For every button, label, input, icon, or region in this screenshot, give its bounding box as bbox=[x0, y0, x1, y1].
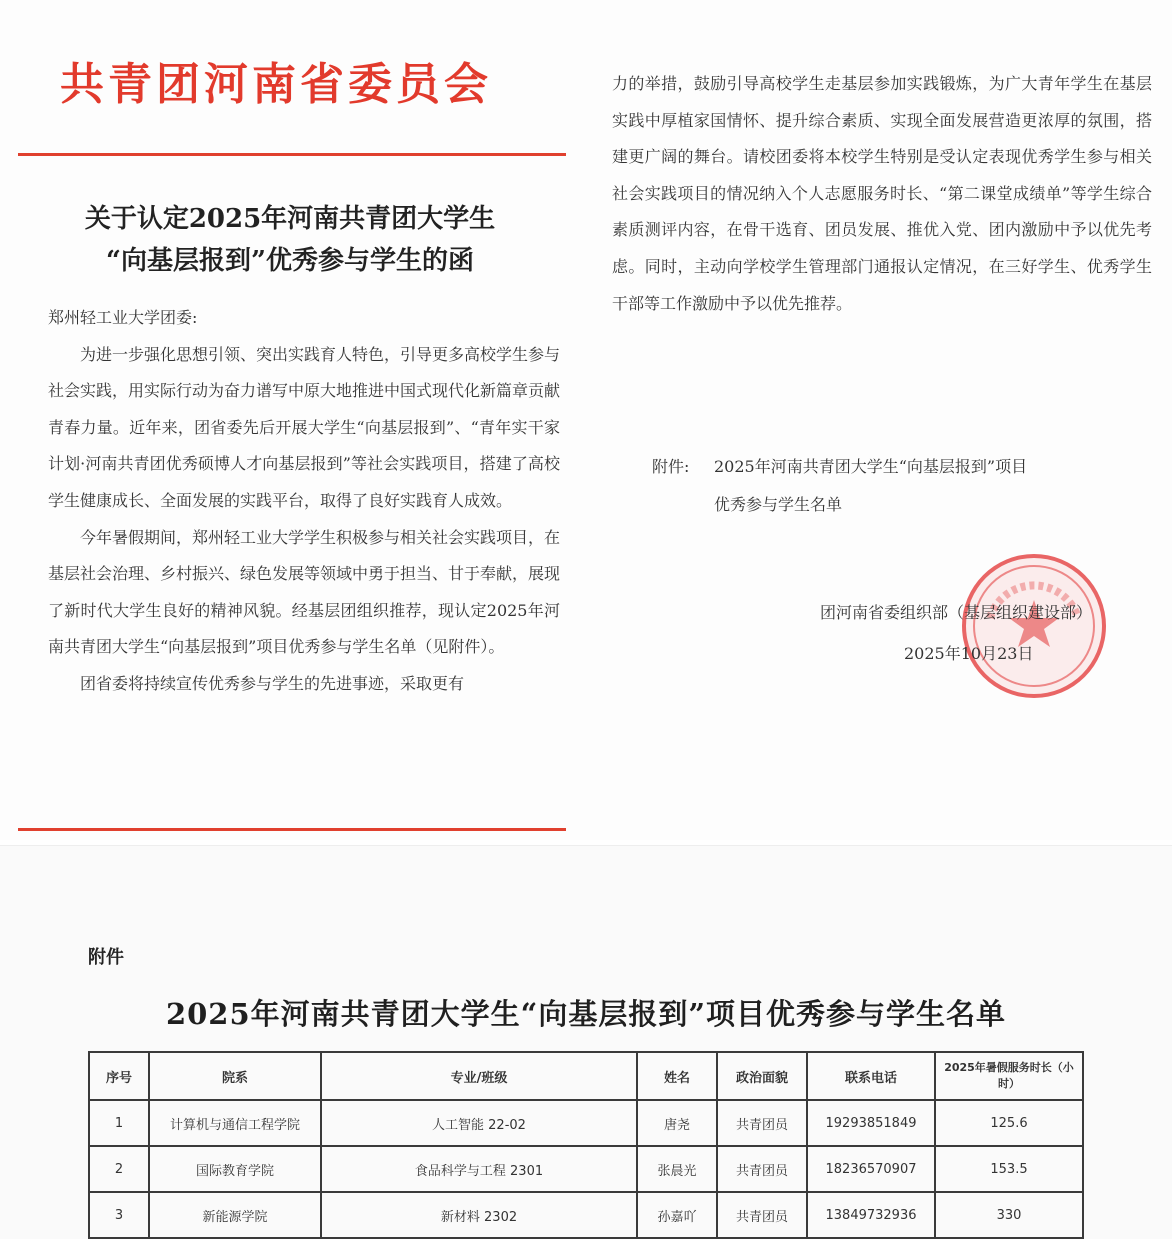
col-college: 院系 bbox=[149, 1052, 321, 1100]
letter-body-right bbox=[612, 66, 1152, 322]
seal-graphic bbox=[966, 558, 1102, 694]
cell-index: 3 bbox=[89, 1192, 149, 1238]
cell-college: 计算机与通信工程学院 bbox=[149, 1100, 321, 1146]
letterhead-divider bbox=[18, 153, 566, 156]
cell-phone: 13849732936 bbox=[807, 1192, 935, 1238]
cell-college: 新能源学院 bbox=[149, 1192, 321, 1238]
document-title bbox=[40, 198, 540, 282]
cell-service-hours: 330 bbox=[935, 1192, 1083, 1238]
cell-major-class: 食品科学与工程 2301 bbox=[321, 1146, 637, 1192]
letterhead: 共青团河南省委员会 bbox=[60, 59, 492, 110]
cell-major-class: 人工智能 22-02 bbox=[321, 1100, 637, 1146]
col-major-class: 专业/班级 bbox=[321, 1052, 637, 1100]
cell-index: 1 bbox=[89, 1100, 149, 1146]
attachment-page bbox=[0, 845, 1172, 1239]
cell-phone: 19293851849 bbox=[807, 1100, 935, 1146]
official-seal bbox=[962, 554, 1106, 698]
footer-divider bbox=[18, 828, 566, 831]
salutation: 郑州轻工业大学团委: bbox=[48, 308, 198, 327]
cell-name: 张晨光 bbox=[637, 1146, 717, 1192]
table-row bbox=[89, 1146, 1083, 1192]
col-political-status: 政治面貌 bbox=[717, 1052, 807, 1100]
cell-college: 国际教育学院 bbox=[149, 1146, 321, 1192]
cell-phone: 18236570907 bbox=[807, 1146, 935, 1192]
cell-name: 孙嘉吖 bbox=[637, 1192, 717, 1238]
paragraph-2: 今年暑假期间，郑州轻工业大学学生积极参与相关社会实践项目，在基层社会治理、乡村振兴、绿色发展等领域中勇于担当、甘于奉献，展现了新时代大学生良好的精神风貌。经基层团组织推荐，现认定2025年河南共青团大学生“向基层报到”项目优秀参与学生名单（见附件）。 bbox=[48, 527, 561, 657]
letter-body-left bbox=[48, 300, 560, 703]
letter-page-left bbox=[0, 0, 585, 840]
table-row bbox=[89, 1192, 1083, 1238]
paragraph-3: 团省委将持续宣传优秀参与学生的先进事迹，采取更有 bbox=[80, 673, 465, 693]
cell-political-status: 共青团员 bbox=[717, 1146, 807, 1192]
letter-date: 2025年10月23日 bbox=[904, 644, 1034, 663]
col-service-hours: 2025年暑假服务时长（小时） bbox=[935, 1052, 1083, 1100]
col-name: 姓名 bbox=[637, 1052, 717, 1100]
col-index: 序号 bbox=[89, 1052, 149, 1100]
paragraph-3-continued: 力的举措，鼓励引导高校学生走基层参加实践锻炼，为广大青年学生在基层实践中厚植家国情怀、提升综合素质、实现全面发展营造更浓厚的氛围，搭建更广阔的舞台。请校团委将本校学生特别是受认定表现优秀学生参与相关社会实践项目的情况纳入个人志愿服务时长、“第二课堂成绩单”等学生综合素质测评内容，在骨干选育、团员发展、推优入党、团内激励中予以优先考虑。同时，主动向学校学生管理部门通报认定情况，在三好学生、优秀学生干部等工作激励中予以优先推荐。 bbox=[612, 74, 1152, 313]
document-title-line-2: “向基层报到”优秀参与学生的函 bbox=[106, 246, 474, 276]
roster-title: 2025年河南共青团大学生“向基层报到”项目优秀参与学生名单 bbox=[165, 997, 1007, 1031]
student-roster-table bbox=[88, 1051, 1084, 1239]
attachment-label: 附件: bbox=[652, 457, 690, 476]
cell-index: 2 bbox=[89, 1146, 149, 1192]
document-title-line-1: 关于认定2025年河南共青团大学生 bbox=[84, 204, 496, 234]
sender-name: 团河南省委组织部（基层组织建设部） bbox=[820, 603, 1093, 622]
cell-service-hours: 153.5 bbox=[935, 1146, 1083, 1192]
paragraph-1: 为进一步强化思想引领、突出实践育人特色，引导更多高校学生参与社会实践，用实际行动为奋力谱写中原大地推进中国式现代化新篇章贡献青春力量。近年来，团省委先后开展大学生“向基层报到”、“青年实干家计划·河南共青团优秀硕博人才向基层报到”等社会实践项目，搭建了高校学生健康成长、全面发展的实践平台，取得了良好实践育人成效。 bbox=[48, 344, 561, 510]
cell-major-class: 新材料 2302 bbox=[321, 1192, 637, 1238]
cell-service-hours: 125.6 bbox=[935, 1100, 1083, 1146]
cell-political-status: 共青团员 bbox=[717, 1192, 807, 1238]
col-phone: 联系电话 bbox=[807, 1052, 935, 1100]
cell-political-status: 共青团员 bbox=[717, 1100, 807, 1146]
attachment-line-2: 优秀参与学生名单 bbox=[714, 495, 843, 514]
cell-name: 唐尧 bbox=[637, 1100, 717, 1146]
table-row bbox=[89, 1100, 1083, 1146]
attachment-line-1: 2025年河南共青团大学生“向基层报到”项目 bbox=[714, 457, 1028, 476]
attachment-heading: 附件 bbox=[88, 947, 124, 968]
table-header-row bbox=[89, 1052, 1083, 1100]
attachment-note bbox=[652, 448, 1152, 524]
